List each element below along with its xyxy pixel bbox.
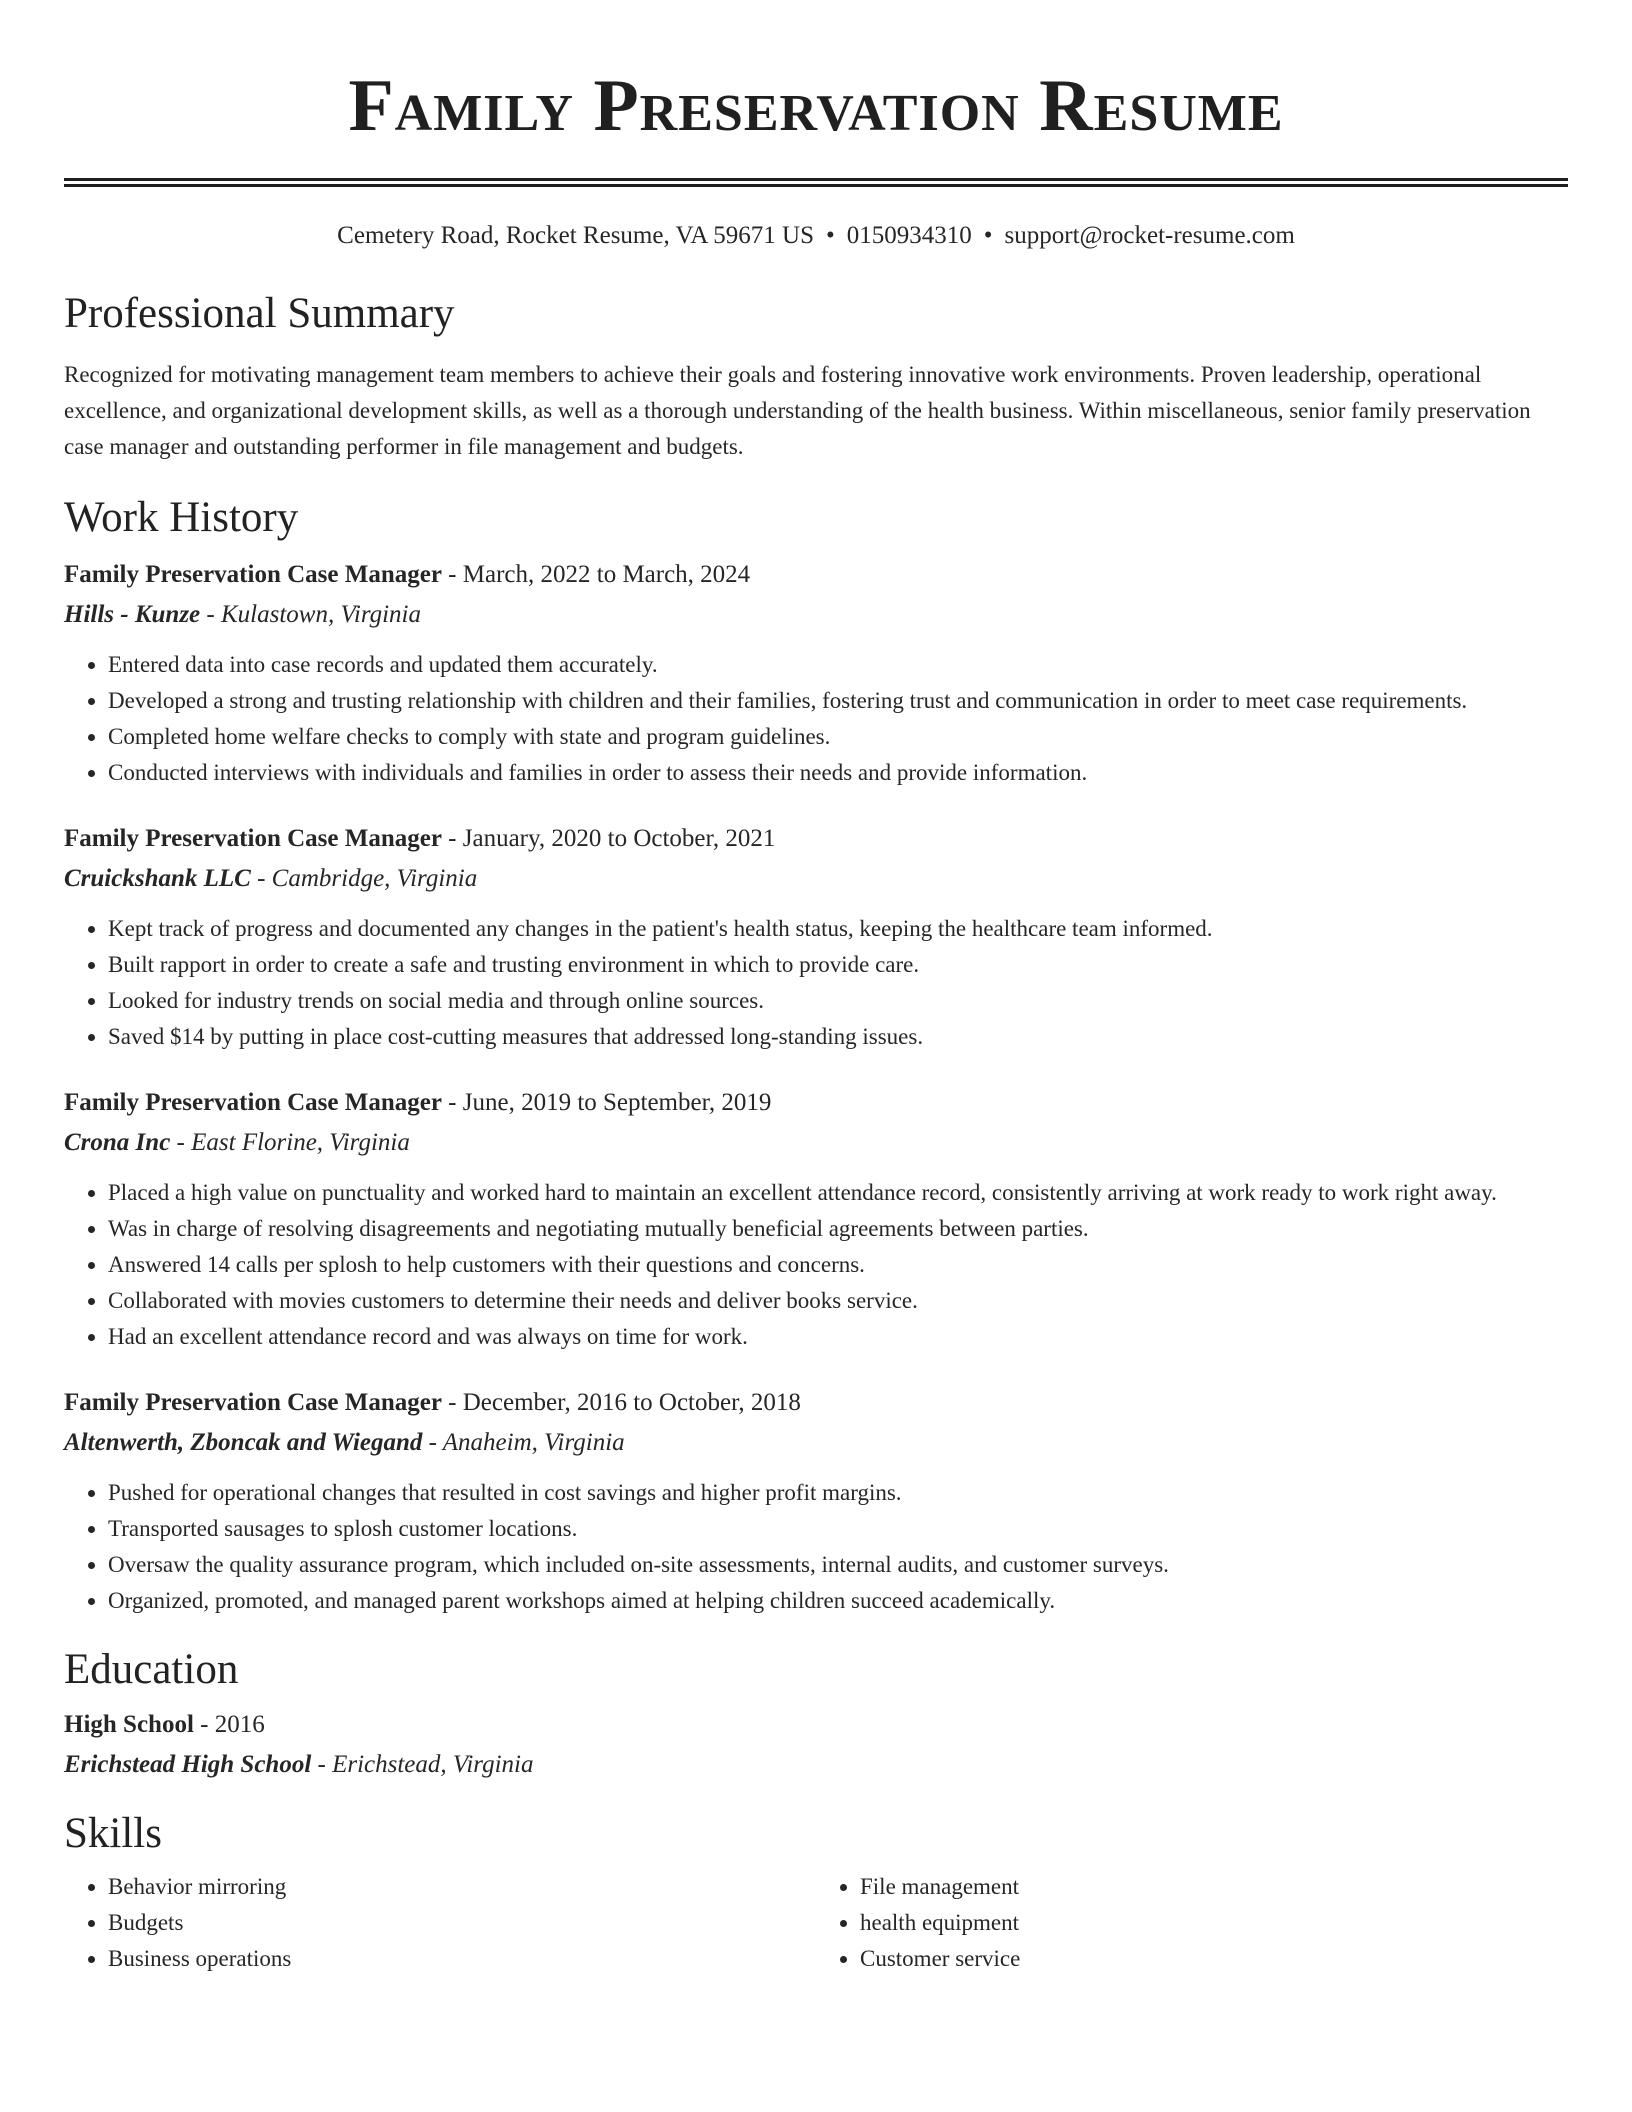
job-entry (64, 819, 1568, 1055)
job-bullet: • Kept track of progress and documented any changes in the patient's health status, keeping the healthcare team informed. (108, 911, 1568, 947)
resume-page (64, 0, 1568, 1977)
summary-text: Recognized for motivating management team members to achieve their goals and fostering innovative work environments. Proven leadership, operational excellence, and organizational development skills, as well as a thorough understanding of the health business. Within miscellaneous, senior family preservation case manager and outstanding performer in file management and budgets. (64, 362, 1531, 459)
job-bullet-list (64, 911, 1568, 1055)
contact-address: Cemetery Road, Rocket Resume, VA 59671 US (337, 222, 814, 249)
job-dates: - January, 2020 to October, 2021 (441, 825, 776, 852)
skill-item: • File management (860, 1869, 1568, 1905)
job-company: Hills - Kunze (64, 601, 201, 628)
job-company: Cruickshank LLC (64, 865, 251, 892)
job-bullet: • Pushed for operational changes that resulted in cost savings and higher profit margins. (108, 1475, 1568, 1511)
skill-item: • Customer service (860, 1941, 1568, 1977)
job-location: - East Florine, Virginia (170, 1129, 410, 1156)
job-bullet-list (64, 1175, 1568, 1355)
job-location: - Cambridge, Virginia (250, 865, 478, 892)
education-school-line (64, 1745, 1568, 1785)
work-history-heading: Work History (64, 494, 299, 541)
job-location: - Kulastown, Virginia (200, 601, 422, 628)
job-bullet-list (64, 647, 1568, 791)
skills-column-right (816, 1869, 1568, 1977)
summary-heading: Professional Summary (64, 290, 455, 337)
job-bullet: • Looked for industry trends on social media and through online sources. (108, 983, 1568, 1019)
job-company-line (64, 1123, 1568, 1163)
title-divider (64, 178, 1568, 187)
job-location: - Anaheim, Virginia (422, 1429, 625, 1456)
education-degree-line (64, 1705, 1568, 1745)
job-bullet: • Answered 14 calls per splosh to help customers with their questions and concerns. (108, 1247, 1568, 1283)
job-bullet: • Entered data into case records and updated them accurately. (108, 647, 1568, 683)
work-history-list (64, 555, 1568, 1619)
job-company-line (64, 859, 1568, 899)
education-heading: Education (64, 1646, 239, 1693)
contact-separator: • (826, 222, 835, 249)
skill-item: • Behavior mirroring (108, 1869, 816, 1905)
job-bullet: • Was in charge of resolving disagreements and negotiating mutually beneficial agreements between parties. (108, 1211, 1568, 1247)
job-bullet: • Developed a strong and trusting relationship with children and their families, fostering trust and communication in order to meet case requirements. (108, 683, 1568, 719)
job-bullet: • Organized, promoted, and managed parent workshops aimed at helping children succeed academically. (108, 1583, 1568, 1619)
job-company: Altenwerth, Zboncak and Wiegand (64, 1429, 423, 1456)
contact-separator: • (983, 222, 993, 249)
education-school: Erichstead High School (64, 1751, 312, 1778)
education-location: - Erichstead, Virginia (311, 1751, 534, 1778)
resume-title: Family Preservation Resume (348, 65, 1284, 147)
job-bullet: • Conducted interviews with individuals and families in order to assess their needs and provide information. (108, 755, 1568, 791)
education-entry (64, 1705, 1568, 1785)
job-bullet: • Built rapport in order to create a safe and trusting environment in which to provide care. (108, 947, 1568, 983)
education-degree: High School (64, 1711, 194, 1738)
job-role: Family Preservation Case Manager (64, 825, 442, 852)
job-company-line (64, 1423, 1568, 1463)
job-dates: - December, 2016 to October, 2018 (441, 1389, 801, 1416)
job-bullet: • Saved $14 by putting in place cost-cutting measures that addressed long-standing issues. (108, 1019, 1568, 1055)
job-bullet: • Collaborated with movies customers to determine their needs and deliver books service. (108, 1283, 1568, 1319)
job-bullet-list (64, 1475, 1568, 1619)
job-dates: - June, 2019 to September, 2019 (441, 1089, 772, 1116)
job-role: Family Preservation Case Manager (64, 1089, 442, 1116)
job-title-line (64, 819, 1568, 859)
job-title-line (64, 1083, 1568, 1123)
job-bullet: • Oversaw the quality assurance program, which included on-site assessments, internal audits, and customer surveys. (108, 1547, 1568, 1583)
skill-item: • Business operations (108, 1941, 816, 1977)
job-bullet: • Completed home welfare checks to comply with state and program guidelines. (108, 719, 1568, 755)
job-entry (64, 1083, 1568, 1355)
skill-item: • Budgets (108, 1905, 816, 1941)
contact-phone: 0150934310 (846, 222, 972, 249)
skills-list (64, 1869, 1568, 1977)
job-entry (64, 1383, 1568, 1619)
skills-heading: Skills (64, 1810, 162, 1857)
job-bullet: • Transported sausages to splosh customer locations. (108, 1511, 1568, 1547)
job-title-line (64, 555, 1568, 595)
job-entry (64, 555, 1568, 791)
contact-email: support@rocket-resume.com (1004, 222, 1295, 249)
job-company-line (64, 595, 1568, 635)
skills-column-left (64, 1869, 816, 1977)
job-role: Family Preservation Case Manager (64, 561, 442, 588)
job-dates: - March, 2022 to March, 2024 (441, 561, 751, 588)
skill-item: • health equipment (860, 1905, 1568, 1941)
job-title-line (64, 1383, 1568, 1423)
education-year: - 2016 (193, 1711, 265, 1738)
contact-line (64, 221, 1568, 251)
job-role: Family Preservation Case Manager (64, 1389, 442, 1416)
job-bullet: • Placed a high value on punctuality and worked hard to maintain an excellent attendance record, consistently arriving at work ready to work right away. (108, 1175, 1568, 1211)
job-bullet: • Had an excellent attendance record and was always on time for work. (108, 1319, 1568, 1355)
job-company: Crona Inc (64, 1129, 171, 1156)
